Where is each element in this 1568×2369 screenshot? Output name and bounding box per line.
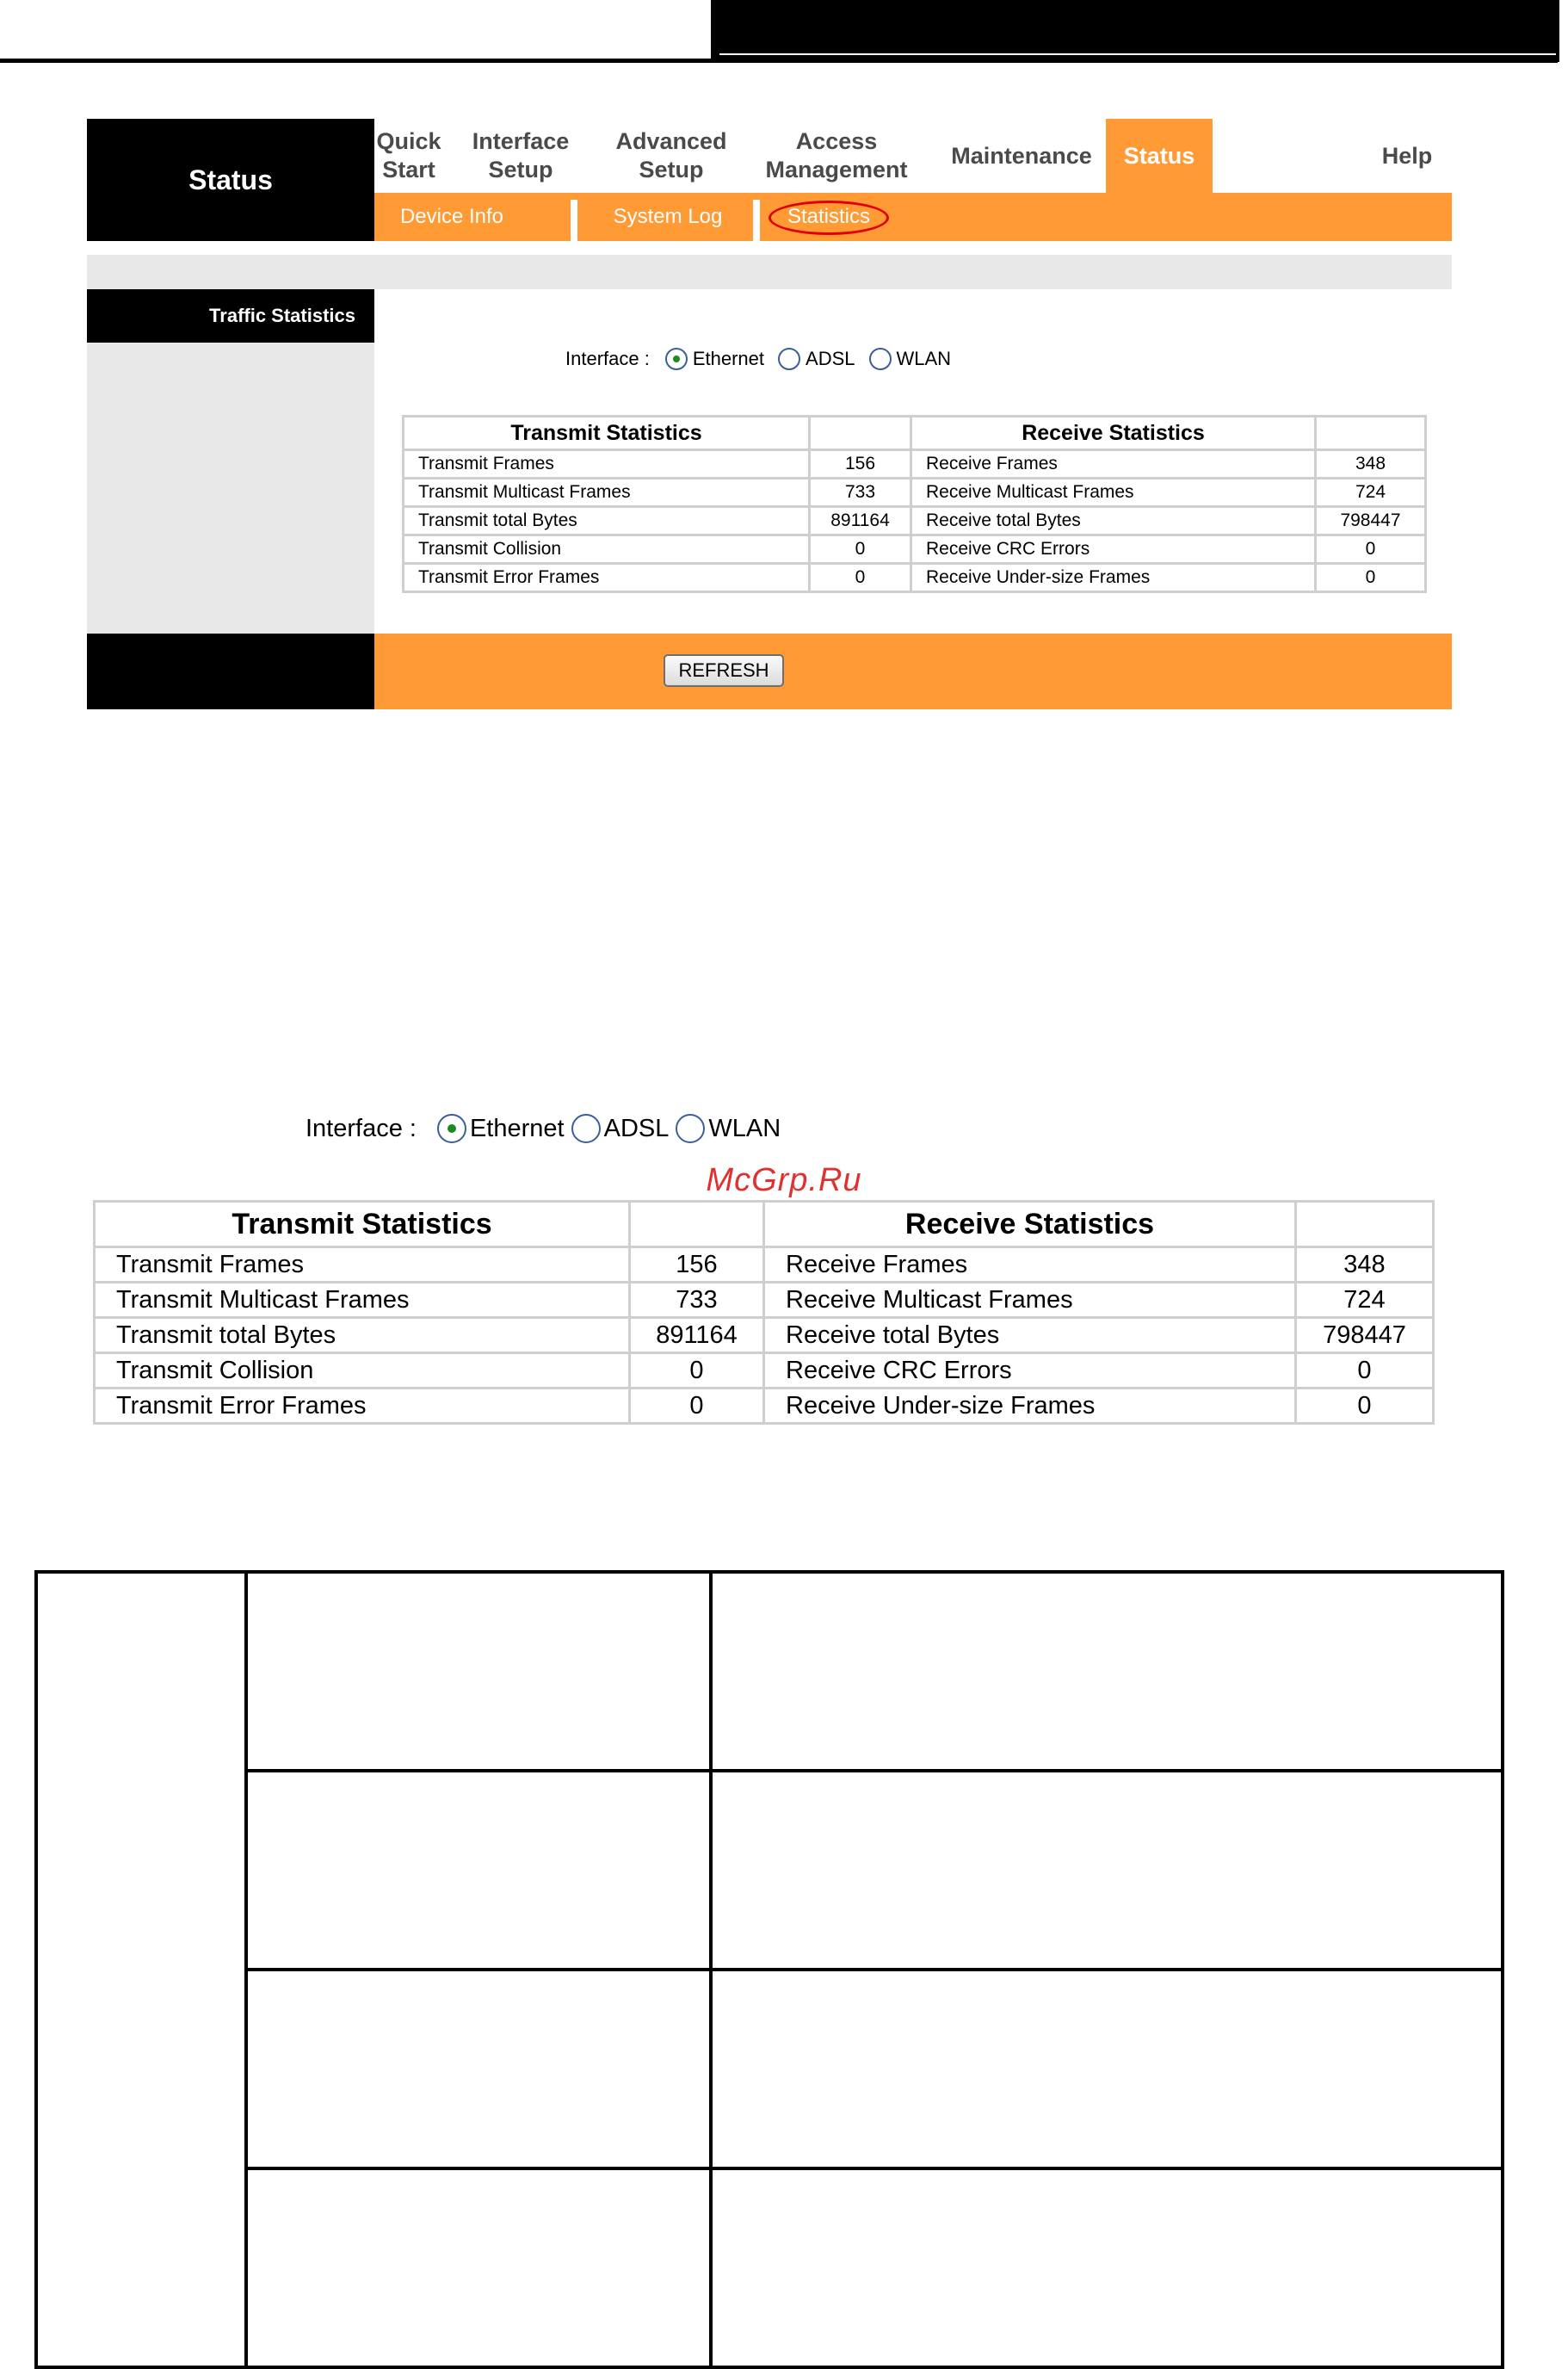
submenu-device-info[interactable]: Device Info [399, 205, 504, 228]
table-row [404, 507, 1426, 535]
footer-bar [374, 634, 1452, 709]
menu-label: Setup [639, 157, 704, 182]
rx-label: Receive Under-size Frames [764, 1389, 1296, 1424]
table-row [404, 479, 1426, 507]
menu-interface-setup[interactable] [460, 119, 581, 193]
radio-label-wlan: WLAN [896, 348, 952, 369]
table-row [95, 1353, 1434, 1389]
radio-adsl[interactable] [571, 1114, 601, 1143]
interface-selector-enlarged [306, 1114, 781, 1143]
router-page-title: Status [87, 119, 374, 241]
rx-label: Receive total Bytes [911, 507, 1316, 535]
menu-label: Quick [376, 128, 441, 154]
radio-ethernet[interactable] [437, 1114, 466, 1143]
radio-label-wlan: WLAN [708, 1114, 781, 1142]
interface-label: Interface : [306, 1114, 417, 1142]
menu-label: Setup [488, 157, 553, 182]
submenu-system-log[interactable]: System Log [613, 205, 723, 228]
submenu-separator [753, 200, 760, 241]
page-header-rule-inner [719, 53, 1556, 55]
tx-label: Transmit Frames [404, 450, 810, 479]
radio-ethernet[interactable] [665, 348, 688, 370]
table-cell [36, 1572, 246, 2367]
table-row [404, 564, 1426, 592]
rx-value: 724 [1316, 479, 1426, 507]
table-row [36, 1970, 1503, 2168]
radio-label-ethernet: Ethernet [469, 1114, 565, 1142]
interface-selector [565, 348, 953, 370]
menu-label: Advanced [615, 128, 727, 154]
receive-header: Receive Statistics [764, 1202, 1296, 1247]
rx-value: 0 [1316, 535, 1426, 564]
rx-value: 798447 [1296, 1318, 1434, 1353]
router-status-screenshot [87, 119, 1452, 709]
table-row [404, 535, 1426, 564]
tx-value: 733 [630, 1283, 764, 1318]
rx-value: 348 [1296, 1247, 1434, 1283]
header-blank [810, 417, 911, 450]
sub-menu [374, 193, 1452, 241]
table-cell [711, 2168, 1503, 2367]
table-cell [711, 1970, 1503, 2168]
tx-label: Transmit Multicast Frames [95, 1283, 630, 1318]
radio-label-adsl: ADSL [603, 1114, 670, 1142]
rx-label: Receive Multicast Frames [764, 1283, 1296, 1318]
table-cell [246, 2168, 711, 2367]
table-row [36, 1771, 1503, 1970]
table-row [95, 1318, 1434, 1353]
main-menu [374, 119, 1452, 193]
menu-status[interactable]: Status [1106, 119, 1213, 193]
tx-value: 891164 [630, 1318, 764, 1353]
menu-label: Start [382, 157, 435, 182]
table-cell [246, 1970, 711, 2168]
tx-value: 156 [810, 450, 911, 479]
tx-value: 733 [810, 479, 911, 507]
rx-label: Receive total Bytes [764, 1318, 1296, 1353]
tx-value: 0 [630, 1389, 764, 1424]
table-cell [711, 1771, 1503, 1970]
table-cell [246, 1572, 711, 1771]
rx-label: Receive CRC Errors [911, 535, 1316, 564]
table-row [95, 1283, 1434, 1318]
rx-value: 0 [1296, 1389, 1434, 1424]
tx-value: 0 [630, 1353, 764, 1389]
table-row [404, 450, 1426, 479]
menu-access-management[interactable] [755, 119, 918, 193]
transmit-header: Transmit Statistics [95, 1202, 630, 1247]
grey-strip [87, 255, 1452, 289]
menu-help[interactable]: Help [1381, 142, 1433, 169]
sidebar-fill [87, 343, 374, 634]
table-header-row [95, 1202, 1434, 1247]
watermark: McGrp.Ru [706, 1162, 862, 1198]
tx-label: Transmit Collision [95, 1353, 630, 1389]
rx-value: 0 [1316, 564, 1426, 592]
highlight-ellipse [769, 201, 889, 235]
tx-label: Transmit Error Frames [95, 1389, 630, 1424]
description-table [34, 1570, 1504, 2369]
tx-label: Transmit Multicast Frames [404, 479, 810, 507]
rx-value: 724 [1296, 1283, 1434, 1318]
footer-left [87, 634, 374, 709]
rx-label: Receive Frames [911, 450, 1316, 479]
table-row [36, 2168, 1503, 2367]
rx-value: 0 [1296, 1353, 1434, 1389]
submenu-separator [571, 200, 577, 241]
rx-value: 798447 [1316, 507, 1426, 535]
menu-maintenance[interactable]: Maintenance [951, 142, 1092, 169]
rx-value: 348 [1316, 450, 1426, 479]
radio-wlan[interactable] [676, 1114, 705, 1143]
radio-label-adsl: ADSL [806, 348, 855, 369]
menu-label: Access [795, 128, 878, 154]
submenu-statistics[interactable]: Statistics [787, 205, 871, 228]
radio-wlan[interactable] [869, 348, 892, 370]
menu-quick-start[interactable] [374, 119, 443, 193]
tx-label: Transmit Frames [95, 1247, 630, 1283]
menu-advanced-setup[interactable] [607, 119, 736, 193]
tx-value: 0 [810, 564, 911, 592]
receive-header: Receive Statistics [911, 417, 1316, 450]
table-cell [246, 1771, 711, 1970]
transmit-header: Transmit Statistics [404, 417, 810, 450]
header-blank [630, 1202, 764, 1247]
refresh-button[interactable]: REFRESH [664, 654, 784, 687]
tx-label: Transmit total Bytes [404, 507, 810, 535]
rx-label: Receive Frames [764, 1247, 1296, 1283]
tx-value: 156 [630, 1247, 764, 1283]
tx-value: 891164 [810, 507, 911, 535]
table-row [95, 1389, 1434, 1424]
tx-value: 0 [810, 535, 911, 564]
radio-adsl[interactable] [778, 348, 800, 370]
table-header-row [404, 417, 1426, 450]
menu-label: Interface [472, 128, 570, 154]
traffic-stats-table-enlarged [93, 1200, 1435, 1425]
page-header-rule [0, 59, 1558, 63]
tx-label: Transmit Collision [404, 535, 810, 564]
header-blank [1316, 417, 1426, 450]
radio-label-ethernet: Ethernet [692, 348, 765, 369]
table-row [36, 1572, 1503, 1771]
header-blank [1296, 1202, 1434, 1247]
rx-label: Receive Under-size Frames [911, 564, 1316, 592]
interface-label: Interface : [565, 348, 650, 369]
table-cell [711, 1572, 1503, 1771]
tx-label: Transmit total Bytes [95, 1318, 630, 1353]
table-row [95, 1247, 1434, 1283]
menu-label: Management [765, 157, 908, 182]
section-label: Traffic Statistics [87, 289, 374, 343]
rx-label: Receive CRC Errors [764, 1353, 1296, 1389]
rx-label: Receive Multicast Frames [911, 479, 1316, 507]
traffic-stats-table [402, 415, 1427, 593]
tx-label: Transmit Error Frames [404, 564, 810, 592]
